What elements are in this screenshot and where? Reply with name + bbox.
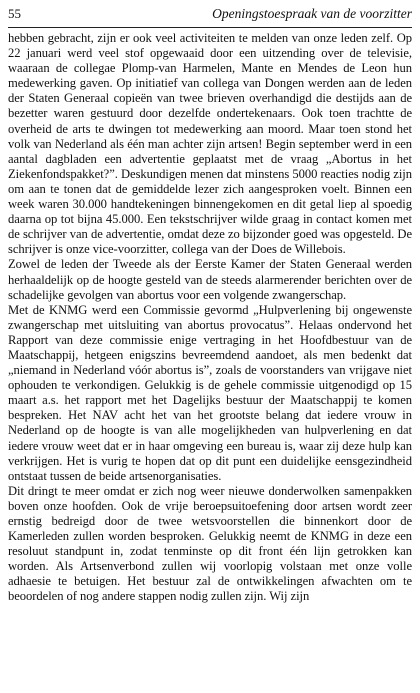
running-header: [8, 6, 412, 28]
paragraph-knmg-commissie: Met de KNMG werd een Commissie gevormd „Hulpverlening bij ongewenste zwangerschap met uitsluiting van abortus provocatus”. Helaas ondervond het Rapport van deze commissie enige vertraging in het Hoofdbestuur van de Maatschappij, hetgeen enigszins bevreemdend aandoet, als men bedenkt dat „niemand in Nederland vóór abortus is”, zoals de voorstanders van vrijgave niet ophouden te verkondigen. Gelukkig is de gehele commissie uitgenodigd op 15 maart a.s. het rapport met het Dagelijks bestuur der Maatschappij te komen bespreken. Het NAV acht het van het grootste belang dat iedere vrouw in Nederland op de hoogte is van alle mogelijkheden van hulpverlening en dat iedere vrouw weet dat er in haar omgeving een bureau is, waar zij deze hulp kan verkrijgen. Het is vurig te hopen dat op dit punt een duidelijke eensgezindheid ontstaat tussen de beide artsenorganisaties.: [8, 302, 412, 483]
body-text: [8, 31, 412, 605]
page-number: 55: [8, 6, 21, 21]
running-title: Openingstoespraak van de voorzitter: [212, 6, 412, 21]
paragraph-donderwolken: Dit dringt te meer omdat er zich nog weer nieuwe donderwolken samenpakken boven onze hoofden. Ook de vrije beroepsuitoefening door artsen wordt zeer ernstig bedreigd door de twee wetsvoorstellen die binnenkort door de Kamerleden zullen worden besproken. Gelukkig neemt de KNMG in deze een resoluut standpunt in, zodat tenminste op dit front één lijn getrokken kan worden. Als Artsenverbond zullen wij voorlopig volstaan met onze volle adhaesie te betuigen. Het bestuur zal de ontwikkelingen afwachten om te beoordelen of nog andere stappen nodig zullen zijn. Wij zijn: [8, 483, 412, 604]
paragraph-staten-generaal: Zowel de leden der Tweede als der Eerste Kamer der Staten Generaal werden herhaaldelijk op de hoogte gesteld van de steeds alarmerender berichten over de schadelijke gevolgen van abortus voor een volgende zwangerschap.: [8, 257, 412, 302]
paragraph-activities: hebben gebracht, zijn er ook veel activiteiten te melden van onze leden zelf. Op 22 januari werd veel stof opgewaaid door een uitzending over de televisie, waaraan de collegae Plomp-van Harmelen, Mante en Mendes de Leon hun medewerking gaven. Op initiatief van collega van Dongen werden aan de leden der Staten Generaal copieën van twee brieven overhandigd die destijds aan de bezetter waren gestuurd door dezelfde ondertekenaars. Ook toen trachtte de overheid de arts te dwingen tot medewerking aan moord. Maar toen stond het volk van Nederland als één man achter zijn artsen! Begin september werd in een aantal dagbladen een advertentie geplaatst met de vraag „Abortus in het Ziekenfondspakket?”. Deskundigen menen dat minstens 5000 reacties nodig zijn om aan te tonen dat de gemiddelde lezer zich aangesproken voelt. Binnen een week waren 30.000 handtekeningen binnengekomen en dit getal liep al spoedig daarna op tot bijna 45.000. Een tekstschrijver wilde graag in contact komen met de schrijver van de advertentie, omdat deze zo bijzonder goed was opgesteld. De schrijver is onze vice-voorzitter, collega van der Does de Willebois.: [8, 31, 412, 257]
